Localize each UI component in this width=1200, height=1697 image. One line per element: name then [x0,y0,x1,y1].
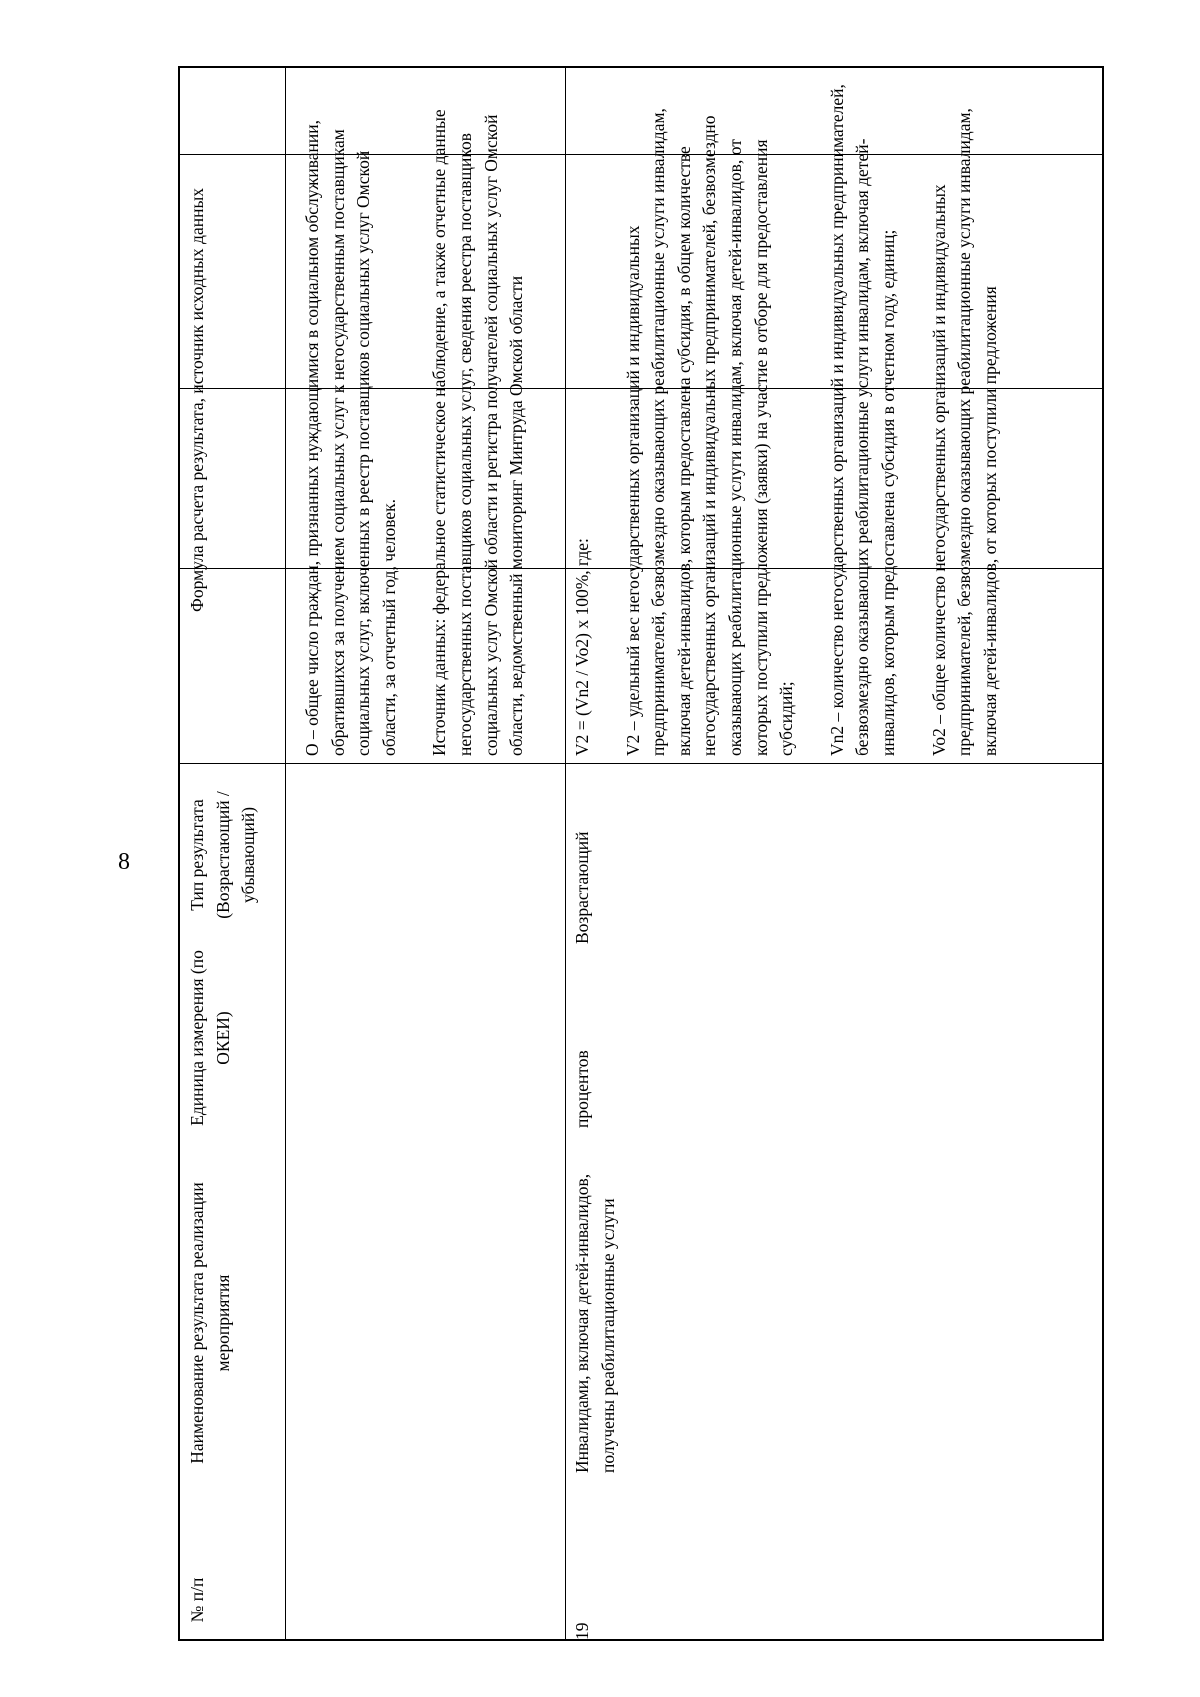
formula-paragraph: О – общее число граждан, признанных нуждающимися в социальном обслуживании, обратившихся за получением социальных услуг к негосударственным поставщикам социальных услуг, включенных в реестр поставщиков социальных услуг Омской области, за отчетный год, человек. [302,119,399,756]
formula-paragraph: Источник данных: федеральное статистическое наблюдение, а также отчетные данные негосударственных поставщиков социальных услуг, сведения реестра поставщиков социальных услуг Омской области и регистра получателей социальных услуг Омской области, ведомственный мониторинг Минтруда Омской области [429,109,527,756]
row-19-unit: процентов [572,1050,592,1128]
row-19-num: 19 [572,1622,592,1640]
page-number: 8 [118,849,130,875]
header-num: № п/п [187,1577,207,1623]
formula-paragraph: Vo2 – общее количество негосударственных организаций и индивидуальных предпринимателей, безвозмездно оказывающих реабилитационные услуги инвалидам, включая детей-инвалидов, от которых поступили предложения [928,108,1000,756]
header-type: Тип результата (Возрастающий /убывающий) [187,791,259,919]
header-name: Наименование результата реализации мероприятия [187,1182,233,1464]
table-divider [285,68,286,1639]
table-divider [180,763,1102,764]
continued-formula-cell [300,84,530,756]
results-table [178,66,1104,1641]
formula-paragraph: V2 = (Vn2 / Vo2) x 100%, где: [572,538,592,756]
header-unit: Единица измерения (по ОКЕИ) [187,950,233,1126]
header-formula: Формула расчета результата, источник исходных данных [187,188,207,612]
row-19-name: Инвалидами, включая детей-инвалидов, получены реабилитационные услуги [572,1173,618,1473]
row-19-type: Возрастающий [572,831,592,944]
formula-paragraph: V2 – удельный вес негосударственных организаций и индивидуальных предпринимателей, безвозмездно оказывающих реабилитационные услуги инвалидам, включая детей-инвалидов, которым предоставлена субсидия, в общем количестве негосударственных организаций и индивидуальных предпринимателей, безвозмездно оказывающих реабилитационные услуги инвалидам, включая детей-инвалидов, от которых поступили предложения (заявки) на участие в отборе для предоставления субсидий; [622,108,797,756]
table-divider [565,68,566,1639]
formula-paragraph: Vn2 – количество негосударственных организаций и индивидуальных предпринимателей, безвозмездно оказывающих реабилитационные услуги инвалидам, включая детей-инвалидов, которым предоставлена субсидия в отчетном году, единиц; [826,84,898,756]
row-19-formula [570,84,1003,756]
